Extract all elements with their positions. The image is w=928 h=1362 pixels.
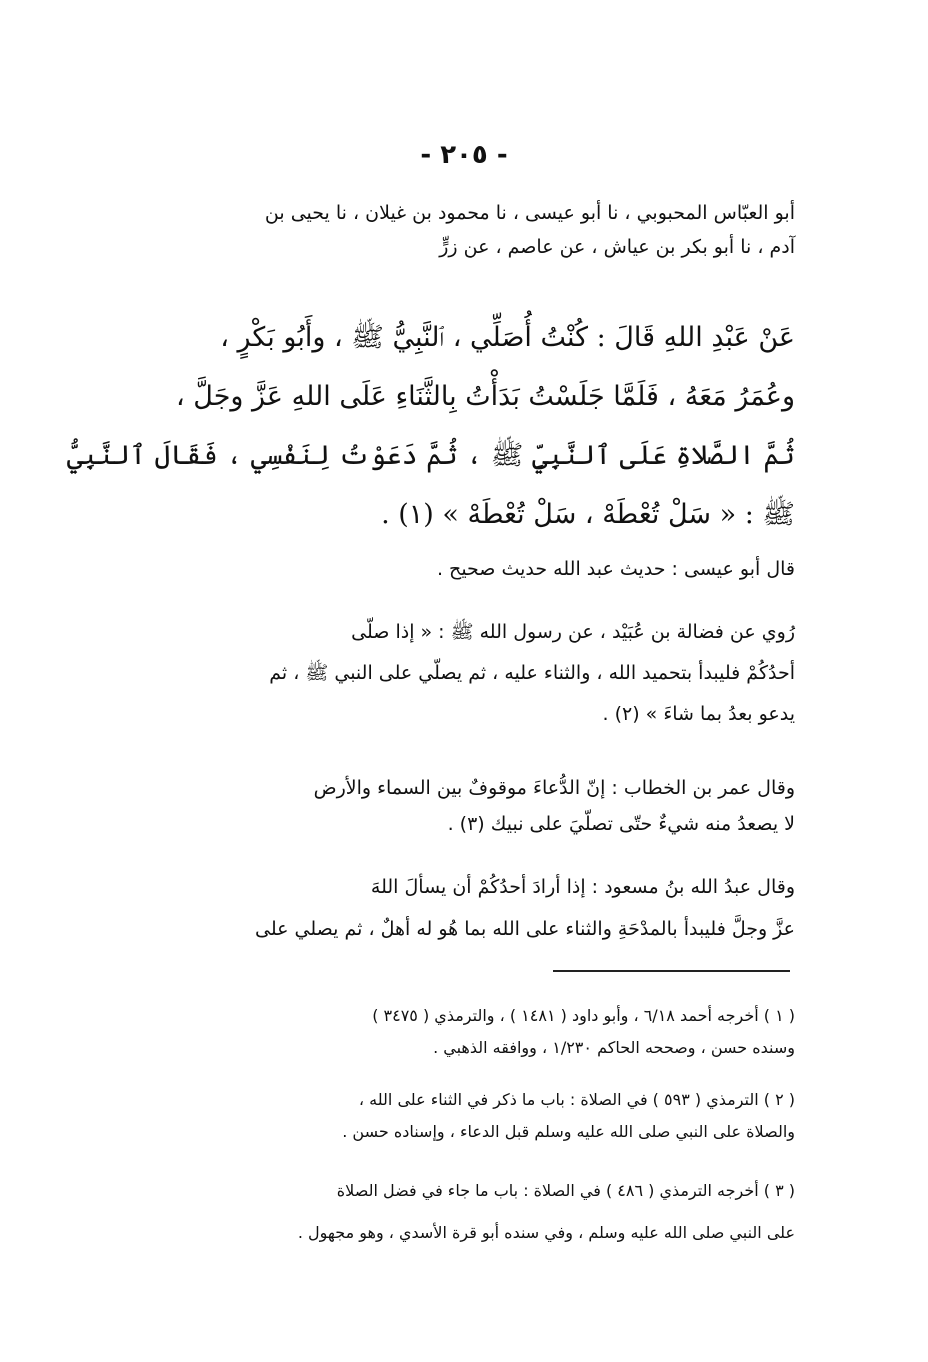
paragraph-line: رُوي عن فضالة بن عُبَيْد ، عن رسول الله ﷺ : « إذا صلّى <box>351 621 795 643</box>
hadith-line: ثُمَّ الصَّلاةِ عَلَى ٱلنَّبِيِّ ﷺ ، ثُمَّ دَعَوْتُ لِنَفْسِي ، فَقَالَ ٱلنَّبِيُّ <box>66 440 795 471</box>
isnad-line: أبو العبّاس المحبوبي ، نا أبو عيسى ، نا محمود بن غيلان ، نا يحيى بن <box>264 202 795 224</box>
paragraph-line: لا يصعدُ منه شيءٌ حتّى تصلّيَ على نبيك (٣) . <box>447 813 795 835</box>
footnote-divider <box>553 970 790 972</box>
hadith-line: وعُمَرُ مَعَهُ ، فَلَمَّا جَلَسْتُ بَدَأْتُ بِالثَّنَاءِ عَلَى اللهِ عَزَّ وجَلَّ ، <box>175 381 795 412</box>
footnote-line: ( ٣ ) أخرجه الترمذي ( ٤٨٦ ) في الصلاة : باب ما جاء في فضل الصلاة <box>336 1181 795 1200</box>
hadith-line: ﷺ : « سَلْ تُعْطَهْ ، سَلْ تُعْطَهْ » (١) . <box>381 499 795 530</box>
footnote-line: والصلاة على النبي صلى الله عليه وسلم قبل الدعاء ، وإسناده حسن . <box>342 1122 795 1141</box>
paragraph-line: أحدُكُمْ فليبدأ بتحميد الله ، والثناء عليه ، ثم يصلّي على النبي ﷺ ، ثم <box>269 662 795 684</box>
footnote-3 <box>140 1170 795 1254</box>
footnote-line: ( ٢ ) الترمذي ( ٥٩٣ ) في الصلاة : باب ما ذكر في الثناء على الله ، <box>358 1090 795 1109</box>
paragraph-fadala <box>140 612 795 735</box>
footnote-2 <box>140 1084 795 1148</box>
paragraph-ibn-masud <box>140 866 795 950</box>
page-number: - ٢٠٥ - <box>420 140 508 170</box>
footnote-line: وسنده حسن ، وصححه الحاكم ١/٢٣٠ ، ووافقه الذهبي . <box>433 1038 795 1057</box>
paragraph-umar <box>140 770 795 842</box>
paragraph-line: يدعو بعدُ بما شاءَ » (٢) . <box>602 703 795 725</box>
grading-line: قال أبو عيسى : حديث عبد الله حديث صحيح . <box>436 558 795 580</box>
isnad-chain <box>140 196 795 264</box>
footnote-line: ( ١ ) أخرجه أحمد ٦/١٨ ، وأبو داود ( ١٤٨١ ) ، والترمذي ( ٣٤٧٥ ) <box>372 1006 795 1025</box>
footnote-line: على النبي صلى الله عليه وسلم ، وفي سنده أبو قرة الأسدي ، وهو مجهول . <box>297 1223 795 1242</box>
hadith-line: عَنْ عَبْدِ اللهِ قَالَ : كُنْتُ أُصَلِّي ، ٱلنَّبِيُّ ﷺ ، وأَبُو بَكْرٍ ، <box>220 322 795 353</box>
paragraph-line: وقال عبدُ الله بنُ مسعود : إذا أرادَ أحدُكُمْ أن يسألَ اللهَ <box>370 876 795 898</box>
isnad-line: آدم ، نا أبو بكر بن عياش ، عن عاصم ، عن زرٍّ <box>439 236 795 258</box>
footnote-1 <box>140 1000 795 1064</box>
hadith-grading <box>140 552 795 586</box>
paragraph-line: عزَّ وجلَّ فليبدأ بالمدْحَةِ والثناء على الله بما هُو له أهلٌ ، ثم يصلي على <box>255 918 795 940</box>
paragraph-line: وقال عمر بن الخطاب : إنّ الدُّعاءَ موقوفٌ بين السماء والأرض <box>313 777 795 799</box>
hadith-text <box>66 308 795 544</box>
